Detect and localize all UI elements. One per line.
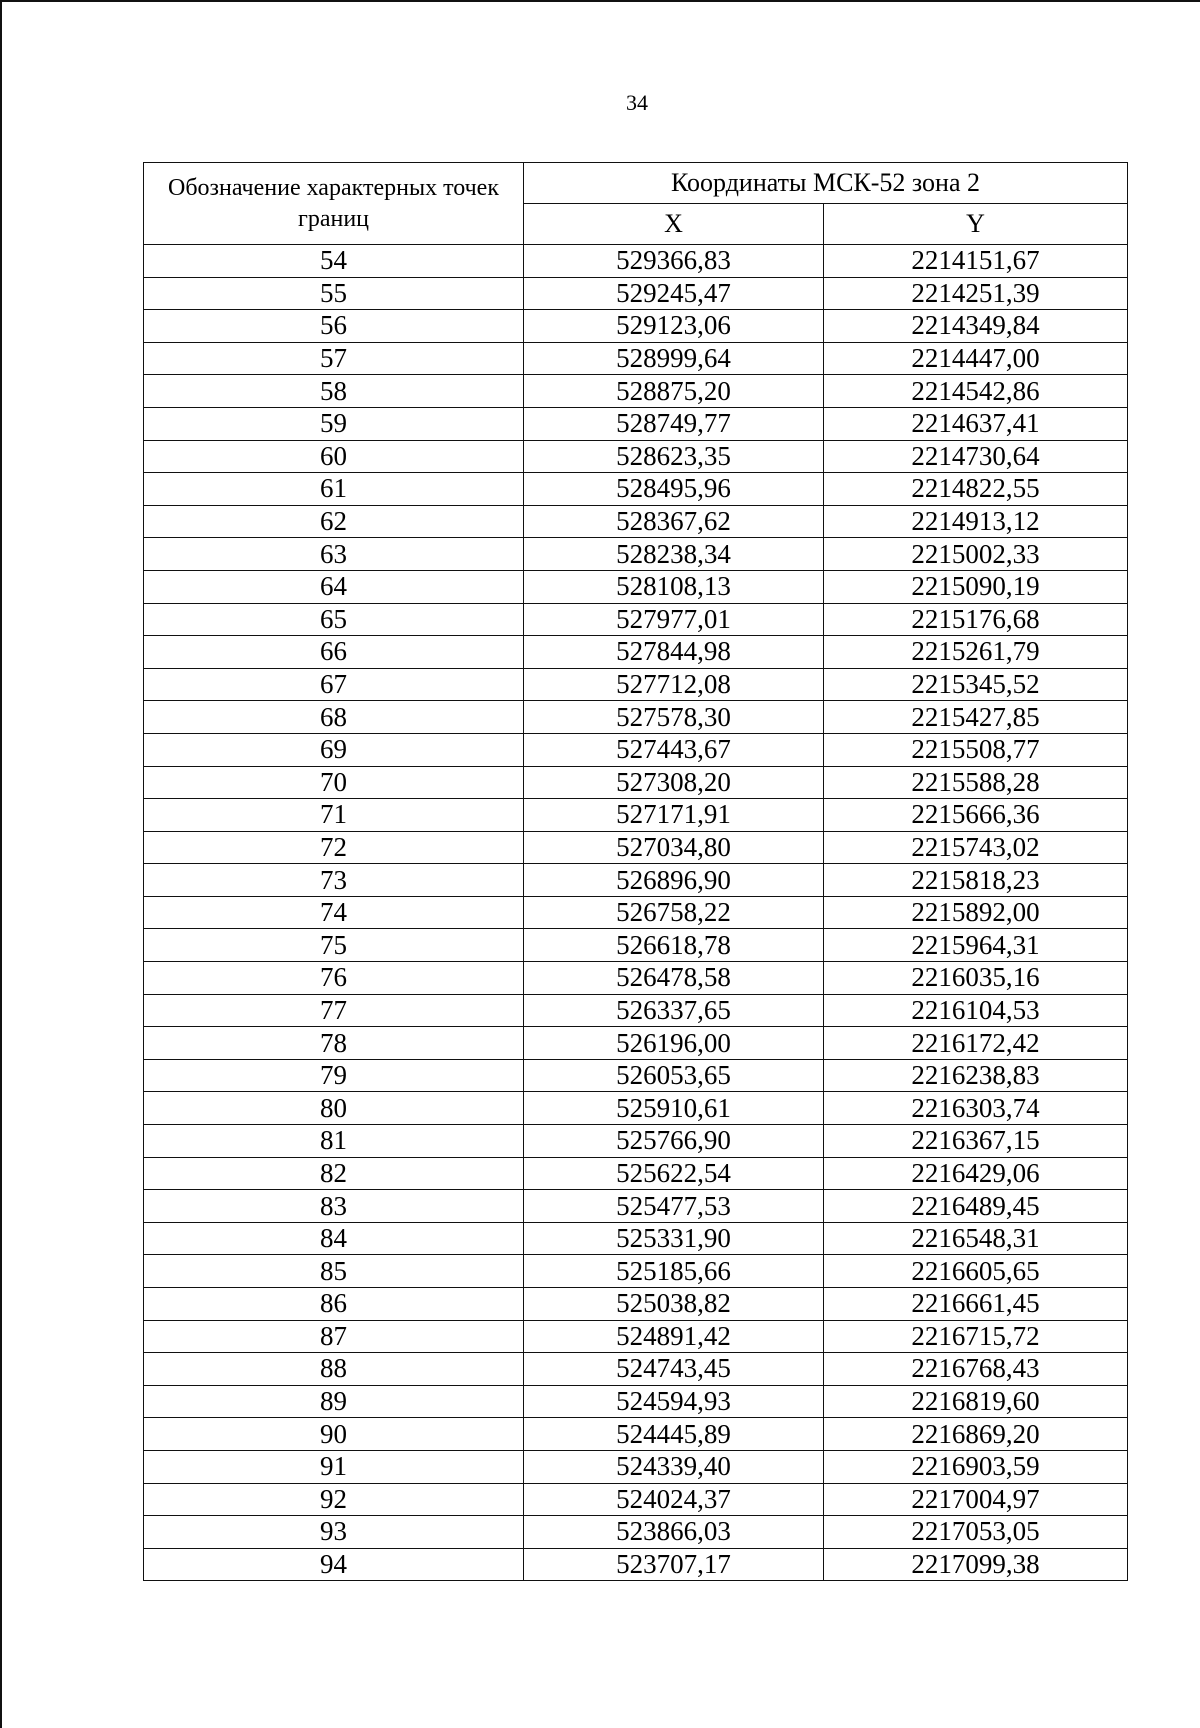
- table-row: [144, 1385, 1128, 1418]
- x-coordinate-cell: 526196,00: [524, 1027, 824, 1060]
- table-row: [144, 1092, 1128, 1125]
- table-row: [144, 1353, 1128, 1386]
- table-row: [144, 375, 1128, 408]
- y-coordinate-cell: 2216903,59: [824, 1450, 1128, 1483]
- y-coordinate-cell: 2216238,83: [824, 1059, 1128, 1092]
- point-cell: 56: [144, 310, 524, 343]
- table-row: [144, 538, 1128, 571]
- table-row: [144, 1027, 1128, 1060]
- table-row: [144, 1222, 1128, 1255]
- point-cell: 81: [144, 1125, 524, 1158]
- y-coordinate-cell: 2216819,60: [824, 1385, 1128, 1418]
- point-cell: 61: [144, 473, 524, 506]
- x-coordinate-cell: 523707,17: [524, 1548, 824, 1581]
- table-row: [144, 505, 1128, 538]
- point-cell: 62: [144, 505, 524, 538]
- table-row: [144, 1157, 1128, 1190]
- y-coordinate-cell: 2214913,12: [824, 505, 1128, 538]
- table-row: [144, 473, 1128, 506]
- y-coordinate-cell: 2216104,53: [824, 994, 1128, 1027]
- y-coordinate-cell: 2215508,77: [824, 733, 1128, 766]
- x-coordinate-cell: 528623,35: [524, 440, 824, 473]
- x-coordinate-cell: 527034,80: [524, 831, 824, 864]
- y-coordinate-cell: 2215818,23: [824, 864, 1128, 897]
- x-coordinate-cell: 527171,91: [524, 799, 824, 832]
- point-cell: 79: [144, 1059, 524, 1092]
- table-row: [144, 1418, 1128, 1451]
- point-cell: 70: [144, 766, 524, 799]
- table-row: [144, 1190, 1128, 1223]
- y-coordinate-cell: 2215261,79: [824, 636, 1128, 669]
- point-cell: 73: [144, 864, 524, 897]
- x-coordinate-cell: 524891,42: [524, 1320, 824, 1353]
- point-cell: 60: [144, 440, 524, 473]
- table-row: [144, 407, 1128, 440]
- x-coordinate-cell: 526478,58: [524, 962, 824, 995]
- table-row: [144, 1059, 1128, 1092]
- table-row: [144, 1516, 1128, 1549]
- x-coordinate-cell: 526618,78: [524, 929, 824, 962]
- point-cell: 90: [144, 1418, 524, 1451]
- x-coordinate-cell: 527308,20: [524, 766, 824, 799]
- y-coordinate-cell: 2214251,39: [824, 277, 1128, 310]
- x-coordinate-cell: 529245,47: [524, 277, 824, 310]
- x-coordinate-cell: 525331,90: [524, 1222, 824, 1255]
- point-cell: 68: [144, 701, 524, 734]
- point-cell: 64: [144, 570, 524, 603]
- y-coordinate-cell: 2215666,36: [824, 799, 1128, 832]
- y-coordinate-cell: 2216429,06: [824, 1157, 1128, 1190]
- x-coordinate-cell: 527443,67: [524, 733, 824, 766]
- x-coordinate-cell: 525185,66: [524, 1255, 824, 1288]
- point-cell: 85: [144, 1255, 524, 1288]
- point-cell: 75: [144, 929, 524, 962]
- point-cell: 65: [144, 603, 524, 636]
- point-cell: 89: [144, 1385, 524, 1418]
- point-cell: 80: [144, 1092, 524, 1125]
- y-coordinate-cell: 2217053,05: [824, 1516, 1128, 1549]
- table-row: [144, 277, 1128, 310]
- y-coordinate-cell: 2215002,33: [824, 538, 1128, 571]
- point-cell: 67: [144, 668, 524, 701]
- x-coordinate-cell: 527712,08: [524, 668, 824, 701]
- x-coordinate-cell: 526337,65: [524, 994, 824, 1027]
- table-row: [144, 1483, 1128, 1516]
- table-row: [144, 864, 1128, 897]
- y-coordinate-cell: 2215176,68: [824, 603, 1128, 636]
- y-coordinate-cell: 2214730,64: [824, 440, 1128, 473]
- y-coordinate-cell: 2214822,55: [824, 473, 1128, 506]
- point-cell: 55: [144, 277, 524, 310]
- point-cell: 57: [144, 342, 524, 375]
- y-coordinate-cell: 2214637,41: [824, 407, 1128, 440]
- point-cell: 93: [144, 1516, 524, 1549]
- y-coordinate-cell: 2216548,31: [824, 1222, 1128, 1255]
- y-coordinate-cell: 2216172,42: [824, 1027, 1128, 1060]
- point-cell: 69: [144, 733, 524, 766]
- y-coordinate-cell: 2215964,31: [824, 929, 1128, 962]
- y-coordinate-cell: 2215427,85: [824, 701, 1128, 734]
- point-cell: 72: [144, 831, 524, 864]
- x-coordinate-cell: 524594,93: [524, 1385, 824, 1418]
- coordinates-group-header: Координаты МСК-52 зона 2: [524, 163, 1128, 204]
- point-cell: 71: [144, 799, 524, 832]
- table-row: [144, 896, 1128, 929]
- point-cell: 54: [144, 245, 524, 278]
- point-cell: 63: [144, 538, 524, 571]
- y-coordinate-cell: 2215090,19: [824, 570, 1128, 603]
- table-row: [144, 603, 1128, 636]
- point-cell: 86: [144, 1288, 524, 1321]
- y-coordinate-cell: 2216661,45: [824, 1288, 1128, 1321]
- y-coordinate-cell: 2216605,65: [824, 1255, 1128, 1288]
- x-coordinate-cell: 528749,77: [524, 407, 824, 440]
- y-coordinate-cell: 2217099,38: [824, 1548, 1128, 1581]
- point-cell: 94: [144, 1548, 524, 1581]
- y-coordinate-cell: 2216768,43: [824, 1353, 1128, 1386]
- table-row: [144, 342, 1128, 375]
- y-coordinate-cell: 2214447,00: [824, 342, 1128, 375]
- x-coordinate-cell: 524024,37: [524, 1483, 824, 1516]
- table-row: [144, 440, 1128, 473]
- point-cell: 59: [144, 407, 524, 440]
- table-row: [144, 733, 1128, 766]
- x-coordinate-cell: 527578,30: [524, 701, 824, 734]
- header-row-top: [144, 163, 1128, 204]
- table-row: [144, 1548, 1128, 1581]
- table-row: [144, 310, 1128, 343]
- y-coordinate-cell: 2217004,97: [824, 1483, 1128, 1516]
- y-coordinate-cell: 2215892,00: [824, 896, 1128, 929]
- point-cell: 66: [144, 636, 524, 669]
- table-row: [144, 636, 1128, 669]
- table-row: [144, 701, 1128, 734]
- point-cell: 84: [144, 1222, 524, 1255]
- x-coordinate-cell: 525477,53: [524, 1190, 824, 1223]
- x-coordinate-cell: 524339,40: [524, 1450, 824, 1483]
- y-coordinate-cell: 2215345,52: [824, 668, 1128, 701]
- y-coordinate-cell: 2214542,86: [824, 375, 1128, 408]
- y-coordinate-cell: 2214151,67: [824, 245, 1128, 278]
- y-coordinate-cell: 2216489,45: [824, 1190, 1128, 1223]
- x-coordinate-cell: 526896,90: [524, 864, 824, 897]
- point-cell: 77: [144, 994, 524, 1027]
- x-coordinate-cell: 524743,45: [524, 1353, 824, 1386]
- x-column-header: X: [524, 204, 824, 245]
- page-number: 34: [626, 90, 648, 115]
- table-row: [144, 994, 1128, 1027]
- y-coordinate-cell: 2215743,02: [824, 831, 1128, 864]
- x-coordinate-cell: 524445,89: [524, 1418, 824, 1451]
- x-coordinate-cell: 529366,83: [524, 245, 824, 278]
- table-row: [144, 1450, 1128, 1483]
- x-coordinate-cell: 526758,22: [524, 896, 824, 929]
- y-coordinate-cell: 2216367,15: [824, 1125, 1128, 1158]
- x-coordinate-cell: 523866,03: [524, 1516, 824, 1549]
- table-row: [144, 1320, 1128, 1353]
- y-coordinate-cell: 2216303,74: [824, 1092, 1128, 1125]
- point-cell: 82: [144, 1157, 524, 1190]
- table-row: [144, 831, 1128, 864]
- point-cell: 88: [144, 1353, 524, 1386]
- table-header: [144, 163, 1128, 245]
- y-column-header: Y: [824, 204, 1128, 245]
- x-coordinate-cell: 528238,34: [524, 538, 824, 571]
- table-row: [144, 668, 1128, 701]
- table-row: [144, 766, 1128, 799]
- point-cell: 78: [144, 1027, 524, 1060]
- point-cell: 58: [144, 375, 524, 408]
- point-cell: 92: [144, 1483, 524, 1516]
- y-coordinate-cell: 2216035,16: [824, 962, 1128, 995]
- x-coordinate-cell: 525910,61: [524, 1092, 824, 1125]
- x-coordinate-cell: 528495,96: [524, 473, 824, 506]
- x-coordinate-cell: 525038,82: [524, 1288, 824, 1321]
- point-cell: 83: [144, 1190, 524, 1223]
- table-row: [144, 929, 1128, 962]
- coordinates-table: [143, 162, 1128, 1581]
- table-row: [144, 1288, 1128, 1321]
- x-coordinate-cell: 529123,06: [524, 310, 824, 343]
- table-row: [144, 570, 1128, 603]
- table-row: [144, 245, 1128, 278]
- y-coordinate-cell: 2215588,28: [824, 766, 1128, 799]
- x-coordinate-cell: 528875,20: [524, 375, 824, 408]
- table-row: [144, 1255, 1128, 1288]
- x-coordinate-cell: 527844,98: [524, 636, 824, 669]
- y-coordinate-cell: 2216869,20: [824, 1418, 1128, 1451]
- point-cell: 76: [144, 962, 524, 995]
- table-row: [144, 799, 1128, 832]
- table-body: [144, 245, 1128, 1581]
- y-coordinate-cell: 2214349,84: [824, 310, 1128, 343]
- x-coordinate-cell: 526053,65: [524, 1059, 824, 1092]
- x-coordinate-cell: 527977,01: [524, 603, 824, 636]
- point-cell: 74: [144, 896, 524, 929]
- table-row: [144, 1125, 1128, 1158]
- x-coordinate-cell: 528999,64: [524, 342, 824, 375]
- x-coordinate-cell: 528367,62: [524, 505, 824, 538]
- point-cell: 87: [144, 1320, 524, 1353]
- point-column-header: Обозначение характерных точек границ: [144, 163, 524, 245]
- table-row: [144, 962, 1128, 995]
- x-coordinate-cell: 525622,54: [524, 1157, 824, 1190]
- x-coordinate-cell: 528108,13: [524, 570, 824, 603]
- point-cell: 91: [144, 1450, 524, 1483]
- x-coordinate-cell: 525766,90: [524, 1125, 824, 1158]
- y-coordinate-cell: 2216715,72: [824, 1320, 1128, 1353]
